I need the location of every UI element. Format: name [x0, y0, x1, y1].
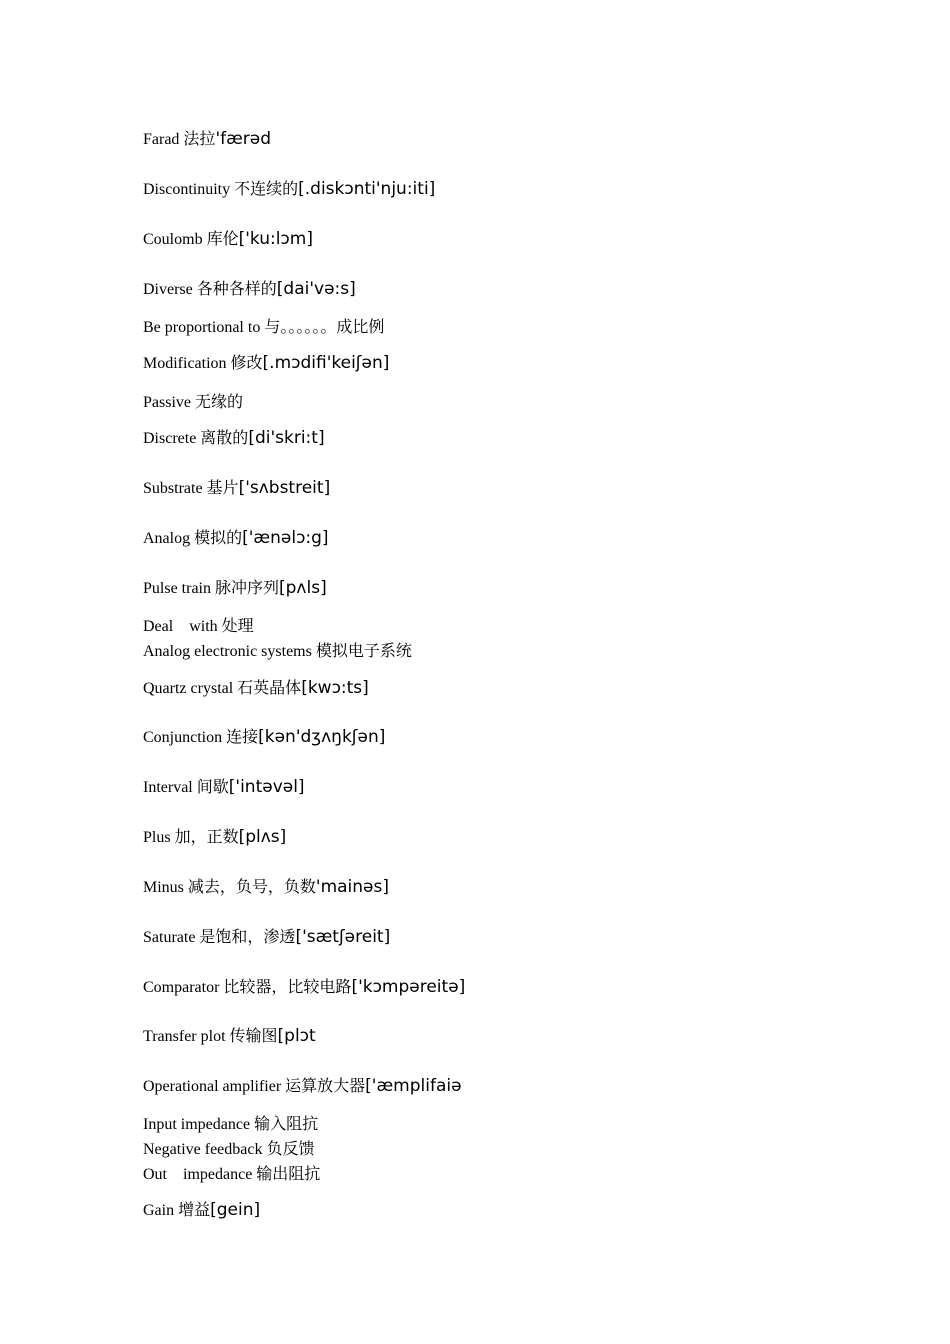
- entry-term: Out impedance 输出阻抗: [143, 1166, 321, 1183]
- entry-term: Pulse train 脉冲序列: [143, 580, 279, 597]
- entry-gain: [143, 1202, 260, 1219]
- entry-interval: [143, 779, 305, 796]
- entry-farad: [143, 131, 271, 148]
- entry-term: Modification 修改: [143, 355, 263, 372]
- entry-phonetic: [plʌs]: [238, 827, 287, 847]
- entry-term: Analog electronic systems 模拟电子系统: [143, 643, 412, 660]
- entry-quartz-crystal: [143, 680, 369, 697]
- entry-comparator: [143, 979, 465, 996]
- entry-term: Coulomb 库伦: [143, 231, 239, 248]
- entry-term: Comparator 比较器，比较电路: [143, 979, 352, 996]
- entry-analog-electronic-systems: [143, 643, 412, 660]
- entry-conjunction: [143, 729, 385, 746]
- entry-term: Saturate 是饱和，渗透: [143, 929, 296, 946]
- entry-term: Discrete 离散的: [143, 430, 249, 447]
- entry-term: Farad 法拉: [143, 131, 216, 148]
- entry-input-impedance: [143, 1116, 318, 1133]
- entry-phonetic: [pʌls]: [279, 578, 327, 598]
- entry-diverse: [143, 281, 356, 298]
- entry-negative-feedback: [143, 1141, 315, 1158]
- entry-term: Analog 模拟的: [143, 530, 243, 547]
- entry-term: Negative feedback 负反馈: [143, 1141, 315, 1158]
- entry-passive: [143, 394, 243, 411]
- entry-phonetic: ['sætʃəreit]: [295, 927, 391, 947]
- entry-phonetic: ['ku:lɔm]: [238, 229, 313, 249]
- entry-term: Be proportional to 与。。。。。。成比例: [143, 319, 385, 336]
- entry-phonetic: ['kɔmpəreitə]: [351, 977, 466, 997]
- entry-pulse-train: [143, 580, 327, 597]
- entry-term: Operational amplifier 运算放大器: [143, 1078, 366, 1095]
- entry-phonetic: [plɔt: [277, 1026, 316, 1046]
- entry-discrete: [143, 430, 325, 447]
- entry-term: Diverse 各种各样的: [143, 281, 277, 298]
- entry-phonetic: [gein]: [210, 1200, 261, 1220]
- entry-term: Gain 增益: [143, 1202, 211, 1219]
- entry-saturate: [143, 929, 390, 946]
- entry-phonetic: [.mɔdifi'keiʃən]: [262, 353, 390, 373]
- entry-term: Input impedance 输入阻抗: [143, 1116, 319, 1133]
- entry-term: Passive 无缘的: [143, 394, 244, 411]
- entry-phonetic: ['intəvəl]: [228, 777, 305, 797]
- entry-term: Discontinuity 不连续的: [143, 181, 299, 198]
- entry-be-proportional-to: [143, 319, 384, 336]
- entry-phonetic: [dai'və:s]: [276, 279, 356, 299]
- entry-term: Substrate 基片: [143, 480, 239, 497]
- entry-term: Quartz crystal 石英晶体: [143, 680, 302, 697]
- entry-phonetic: 'færəd: [215, 129, 272, 149]
- entry-out-impedance: [143, 1166, 320, 1183]
- entry-phonetic: ['sʌbstreit]: [238, 478, 331, 498]
- entry-phonetic: [kwɔ:ts]: [301, 678, 369, 698]
- entry-term: Deal with 处理: [143, 618, 254, 635]
- entry-discontinuity: [143, 181, 435, 198]
- entry-minus: [143, 879, 389, 896]
- entry-phonetic: ['æmplifaiə: [365, 1076, 462, 1096]
- entry-term: Transfer plot 传输图: [143, 1028, 278, 1045]
- entry-phonetic: 'mainəs]: [315, 877, 390, 897]
- entry-coulomb: [143, 231, 313, 248]
- entry-plus: [143, 829, 286, 846]
- entry-operational-amplifier: [143, 1078, 462, 1095]
- entry-deal-with: [143, 618, 254, 635]
- entry-phonetic: ['ænəlɔ:g]: [242, 528, 329, 548]
- entry-term: Plus 加，正数: [143, 829, 239, 846]
- entry-modification: [143, 355, 389, 372]
- entry-substrate: [143, 480, 330, 497]
- entry-phonetic: [.diskɔnti'nju:iti]: [298, 179, 436, 199]
- entry-term: Minus 减去，负号，负数: [143, 879, 316, 896]
- entry-term: Interval 间歇: [143, 779, 229, 796]
- entry-term: Conjunction 连接: [143, 729, 259, 746]
- entry-phonetic: [kən'dʒʌŋkʃən]: [258, 727, 386, 747]
- entry-analog: [143, 530, 329, 547]
- entry-transfer-plot: [143, 1028, 316, 1045]
- entry-phonetic: [di'skri:t]: [248, 428, 325, 448]
